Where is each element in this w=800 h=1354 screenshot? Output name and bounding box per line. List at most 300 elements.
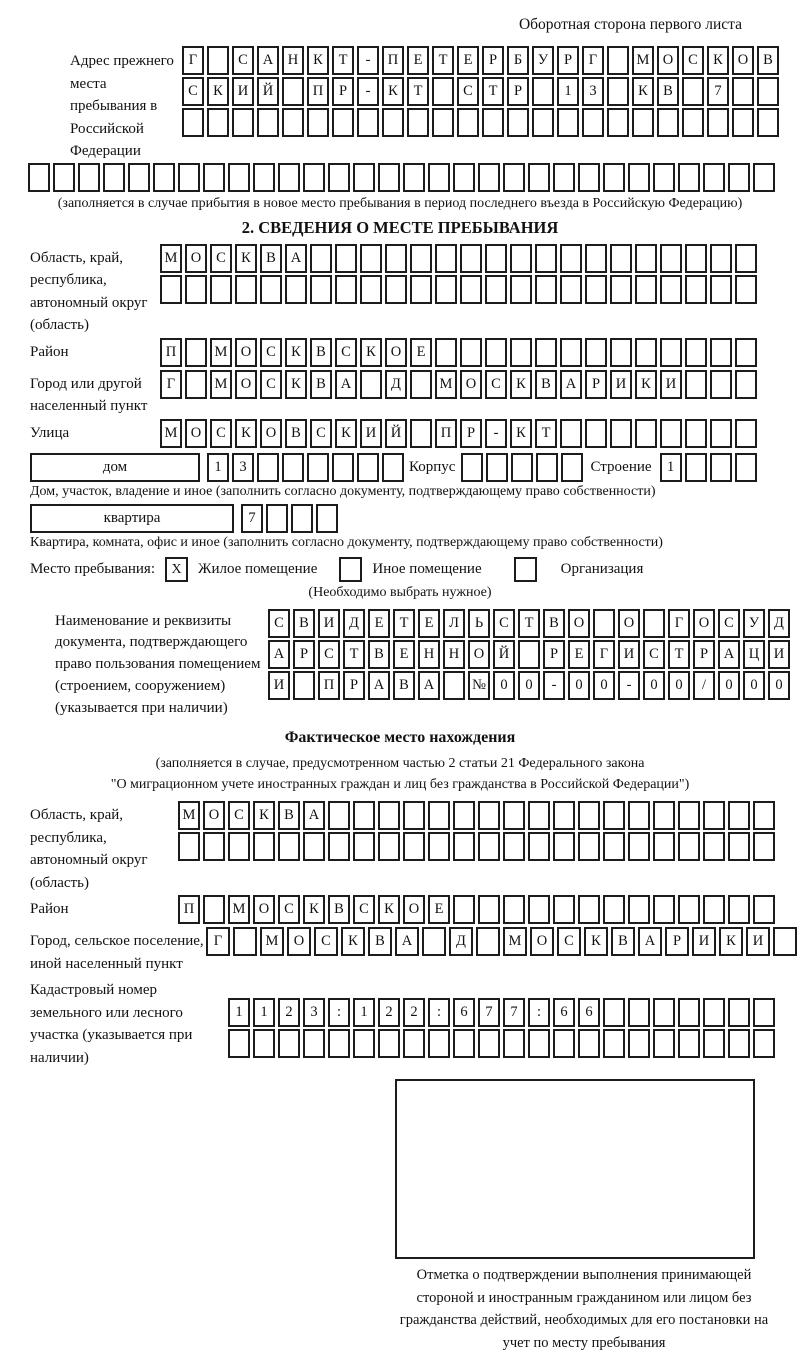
char-cell[interactable] xyxy=(453,801,475,830)
char-cell[interactable] xyxy=(653,998,675,1027)
char-cell[interactable] xyxy=(360,275,382,304)
char-cell[interactable]: Т xyxy=(668,640,690,669)
char-cell[interactable]: П xyxy=(382,46,404,75)
char-cell[interactable]: К xyxy=(207,77,229,106)
char-cell[interactable]: В xyxy=(393,671,415,700)
char-cell[interactable]: О xyxy=(287,927,311,956)
char-cell[interactable]: В xyxy=(310,338,332,367)
char-cell[interactable] xyxy=(353,1029,375,1058)
char-cell[interactable]: В xyxy=(535,370,557,399)
char-cell[interactable] xyxy=(628,832,650,861)
char-cell[interactable]: С xyxy=(493,609,515,638)
char-cell[interactable] xyxy=(503,163,525,192)
char-cell[interactable] xyxy=(328,163,350,192)
char-cell[interactable] xyxy=(328,1029,350,1058)
char-cell[interactable] xyxy=(757,77,779,106)
char-cell[interactable]: А xyxy=(303,801,325,830)
char-cell[interactable] xyxy=(753,1029,775,1058)
char-cell[interactable] xyxy=(753,801,775,830)
char-cell[interactable] xyxy=(453,163,475,192)
char-cell[interactable]: Р xyxy=(693,640,715,669)
char-cell[interactable] xyxy=(335,275,357,304)
char-cell[interactable]: К xyxy=(235,244,257,273)
char-cell[interactable]: Т xyxy=(482,77,504,106)
char-cell[interactable] xyxy=(660,338,682,367)
char-cell[interactable] xyxy=(635,419,657,448)
char-cell[interactable] xyxy=(160,275,182,304)
char-cell[interactable] xyxy=(528,163,550,192)
char-cell[interactable]: Д xyxy=(449,927,473,956)
char-cell[interactable]: Т xyxy=(393,609,415,638)
char-cell[interactable]: М xyxy=(210,370,232,399)
char-cell[interactable] xyxy=(303,163,325,192)
char-cell[interactable]: К xyxy=(303,895,325,924)
char-cell[interactable]: 1 xyxy=(557,77,579,106)
char-cell[interactable] xyxy=(753,163,775,192)
char-cell[interactable]: Г xyxy=(182,46,204,75)
char-cell[interactable]: С xyxy=(318,640,340,669)
char-cell[interactable] xyxy=(678,998,700,1027)
char-cell[interactable]: В xyxy=(611,927,635,956)
char-cell[interactable]: 0 xyxy=(643,671,665,700)
char-cell[interactable]: Е xyxy=(457,46,479,75)
char-cell[interactable]: К xyxy=(632,77,654,106)
char-cell[interactable] xyxy=(632,108,654,137)
char-cell[interactable]: Р xyxy=(557,46,579,75)
char-cell[interactable]: 0 xyxy=(718,671,740,700)
char-cell[interactable] xyxy=(478,1029,500,1058)
char-cell[interactable]: 0 xyxy=(668,671,690,700)
char-cell[interactable]: А xyxy=(718,640,740,669)
char-cell[interactable] xyxy=(653,1029,675,1058)
char-cell[interactable] xyxy=(510,275,532,304)
char-cell[interactable] xyxy=(578,163,600,192)
char-cell[interactable] xyxy=(685,419,707,448)
char-cell[interactable] xyxy=(635,244,657,273)
char-cell[interactable] xyxy=(185,275,207,304)
char-cell[interactable] xyxy=(553,895,575,924)
char-cell[interactable]: А xyxy=(285,244,307,273)
char-cell[interactable]: - xyxy=(543,671,565,700)
char-cell[interactable]: 6 xyxy=(578,998,600,1027)
char-cell[interactable] xyxy=(535,338,557,367)
char-cell[interactable]: В xyxy=(657,77,679,106)
char-cell[interactable]: 1 xyxy=(207,453,229,482)
char-cell[interactable] xyxy=(503,832,525,861)
char-cell[interactable] xyxy=(528,801,550,830)
char-cell[interactable] xyxy=(707,108,729,137)
char-cell[interactable]: Г xyxy=(160,370,182,399)
char-cell[interactable] xyxy=(485,275,507,304)
char-cell[interactable]: П xyxy=(435,419,457,448)
char-cell[interactable]: А xyxy=(638,927,662,956)
char-cell[interactable]: Й xyxy=(385,419,407,448)
char-cell[interactable]: С xyxy=(718,609,740,638)
char-cell[interactable] xyxy=(610,275,632,304)
char-cell[interactable] xyxy=(553,801,575,830)
char-cell[interactable]: Е xyxy=(368,609,390,638)
char-cell[interactable]: А xyxy=(560,370,582,399)
char-cell[interactable] xyxy=(385,244,407,273)
char-cell[interactable] xyxy=(185,338,207,367)
char-cell[interactable]: С xyxy=(210,244,232,273)
char-cell[interactable] xyxy=(703,801,725,830)
char-cell[interactable]: И xyxy=(692,927,716,956)
char-cell[interactable] xyxy=(153,163,175,192)
residential-checkbox[interactable]: X xyxy=(165,557,188,582)
char-cell[interactable]: 1 xyxy=(353,998,375,1027)
char-cell[interactable]: К xyxy=(285,370,307,399)
char-cell[interactable] xyxy=(285,275,307,304)
char-cell[interactable] xyxy=(410,419,432,448)
char-cell[interactable]: И xyxy=(232,77,254,106)
char-cell[interactable]: С xyxy=(210,419,232,448)
char-cell[interactable]: Б xyxy=(507,46,529,75)
char-cell[interactable] xyxy=(353,832,375,861)
char-cell[interactable] xyxy=(593,609,615,638)
char-cell[interactable]: / xyxy=(693,671,715,700)
char-cell[interactable] xyxy=(353,163,375,192)
char-cell[interactable]: Р xyxy=(507,77,529,106)
char-cell[interactable]: В xyxy=(368,640,390,669)
char-cell[interactable]: С xyxy=(260,370,282,399)
char-cell[interactable] xyxy=(582,108,604,137)
char-cell[interactable] xyxy=(257,108,279,137)
char-cell[interactable] xyxy=(678,163,700,192)
char-cell[interactable] xyxy=(585,275,607,304)
char-cell[interactable] xyxy=(757,108,779,137)
char-cell[interactable] xyxy=(353,801,375,830)
char-cell[interactable]: Е xyxy=(428,895,450,924)
char-cell[interactable]: 0 xyxy=(768,671,790,700)
char-cell[interactable] xyxy=(407,108,429,137)
char-cell[interactable] xyxy=(710,275,732,304)
char-cell[interactable]: И xyxy=(610,370,632,399)
char-cell[interactable]: К xyxy=(235,419,257,448)
char-cell[interactable] xyxy=(410,244,432,273)
char-cell[interactable] xyxy=(207,108,229,137)
char-cell[interactable] xyxy=(735,275,757,304)
char-cell[interactable] xyxy=(403,1029,425,1058)
char-cell[interactable] xyxy=(660,419,682,448)
char-cell[interactable]: 2 xyxy=(278,998,300,1027)
char-cell[interactable]: О xyxy=(530,927,554,956)
char-cell[interactable]: 1 xyxy=(228,998,250,1027)
char-cell[interactable] xyxy=(635,275,657,304)
char-cell[interactable]: Е xyxy=(393,640,415,669)
char-cell[interactable] xyxy=(278,1029,300,1058)
char-cell[interactable]: В xyxy=(293,609,315,638)
char-cell[interactable]: И xyxy=(746,927,770,956)
char-cell[interactable] xyxy=(603,163,625,192)
char-cell[interactable]: 0 xyxy=(743,671,765,700)
char-cell[interactable] xyxy=(578,1029,600,1058)
char-cell[interactable]: К xyxy=(285,338,307,367)
char-cell[interactable]: Р xyxy=(543,640,565,669)
char-cell[interactable] xyxy=(435,275,457,304)
char-cell[interactable] xyxy=(578,832,600,861)
char-cell[interactable] xyxy=(685,453,707,482)
char-cell[interactable]: С xyxy=(557,927,581,956)
char-cell[interactable] xyxy=(610,244,632,273)
char-cell[interactable]: К xyxy=(378,895,400,924)
char-cell[interactable] xyxy=(478,163,500,192)
char-cell[interactable] xyxy=(703,998,725,1027)
char-cell[interactable] xyxy=(203,163,225,192)
char-cell[interactable] xyxy=(685,275,707,304)
char-cell[interactable] xyxy=(485,338,507,367)
char-cell[interactable]: О xyxy=(468,640,490,669)
char-cell[interactable] xyxy=(536,453,558,482)
char-cell[interactable]: С xyxy=(268,609,290,638)
char-cell[interactable] xyxy=(435,244,457,273)
char-cell[interactable] xyxy=(428,832,450,861)
char-cell[interactable] xyxy=(607,46,629,75)
char-cell[interactable] xyxy=(453,832,475,861)
char-cell[interactable] xyxy=(710,338,732,367)
char-cell[interactable] xyxy=(728,998,750,1027)
char-cell[interactable] xyxy=(728,163,750,192)
char-cell[interactable] xyxy=(278,832,300,861)
char-cell[interactable]: Н xyxy=(418,640,440,669)
char-cell[interactable]: К xyxy=(360,338,382,367)
char-cell[interactable]: Г xyxy=(206,927,230,956)
char-cell[interactable]: 7 xyxy=(478,998,500,1027)
char-cell[interactable]: У xyxy=(532,46,554,75)
char-cell[interactable]: О xyxy=(460,370,482,399)
char-cell[interactable]: Л xyxy=(443,609,465,638)
char-cell[interactable] xyxy=(228,832,250,861)
char-cell[interactable] xyxy=(735,338,757,367)
char-cell[interactable]: Е xyxy=(407,46,429,75)
char-cell[interactable]: Г xyxy=(593,640,615,669)
char-cell[interactable] xyxy=(578,801,600,830)
char-cell[interactable] xyxy=(461,453,483,482)
char-cell[interactable] xyxy=(278,163,300,192)
char-cell[interactable] xyxy=(432,77,454,106)
char-cell[interactable] xyxy=(253,1029,275,1058)
char-cell[interactable] xyxy=(253,832,275,861)
char-cell[interactable]: 1 xyxy=(660,453,682,482)
char-cell[interactable]: И xyxy=(618,640,640,669)
char-cell[interactable]: О xyxy=(385,338,407,367)
char-cell[interactable]: П xyxy=(178,895,200,924)
char-cell[interactable] xyxy=(503,801,525,830)
char-cell[interactable]: М xyxy=(228,895,250,924)
char-cell[interactable] xyxy=(560,419,582,448)
char-cell[interactable] xyxy=(703,1029,725,1058)
char-cell[interactable] xyxy=(678,1029,700,1058)
char-cell[interactable]: О xyxy=(203,801,225,830)
char-cell[interactable]: Д xyxy=(768,609,790,638)
char-cell[interactable]: : xyxy=(428,998,450,1027)
char-cell[interactable] xyxy=(435,338,457,367)
char-cell[interactable]: С xyxy=(353,895,375,924)
char-cell[interactable]: В xyxy=(328,895,350,924)
char-cell[interactable] xyxy=(303,1029,325,1058)
char-cell[interactable]: В xyxy=(285,419,307,448)
char-cell[interactable] xyxy=(735,244,757,273)
char-cell[interactable] xyxy=(510,338,532,367)
char-cell[interactable]: - xyxy=(618,671,640,700)
char-cell[interactable] xyxy=(53,163,75,192)
char-cell[interactable]: Р xyxy=(585,370,607,399)
char-cell[interactable] xyxy=(585,338,607,367)
char-cell[interactable]: Т xyxy=(432,46,454,75)
char-cell[interactable] xyxy=(428,1029,450,1058)
char-cell[interactable] xyxy=(735,419,757,448)
char-cell[interactable] xyxy=(732,77,754,106)
char-cell[interactable] xyxy=(257,453,279,482)
char-cell[interactable]: В xyxy=(757,46,779,75)
char-cell[interactable] xyxy=(182,108,204,137)
char-cell[interactable] xyxy=(610,419,632,448)
char-cell[interactable] xyxy=(432,108,454,137)
char-cell[interactable]: К xyxy=(253,801,275,830)
char-cell[interactable] xyxy=(703,895,725,924)
char-cell[interactable] xyxy=(382,108,404,137)
char-cell[interactable] xyxy=(628,801,650,830)
char-cell[interactable]: О xyxy=(657,46,679,75)
char-cell[interactable] xyxy=(560,244,582,273)
char-cell[interactable] xyxy=(535,275,557,304)
char-cell[interactable] xyxy=(203,832,225,861)
char-cell[interactable] xyxy=(518,640,540,669)
char-cell[interactable] xyxy=(532,77,554,106)
char-cell[interactable] xyxy=(628,998,650,1027)
char-cell[interactable]: К xyxy=(707,46,729,75)
char-cell[interactable] xyxy=(728,801,750,830)
char-cell[interactable]: 0 xyxy=(593,671,615,700)
char-cell[interactable]: О xyxy=(260,419,282,448)
char-cell[interactable] xyxy=(457,108,479,137)
char-cell[interactable]: Р xyxy=(482,46,504,75)
char-cell[interactable] xyxy=(728,1029,750,1058)
char-cell[interactable] xyxy=(610,338,632,367)
char-cell[interactable] xyxy=(28,163,50,192)
char-cell[interactable] xyxy=(532,108,554,137)
char-cell[interactable] xyxy=(332,108,354,137)
char-cell[interactable] xyxy=(603,998,625,1027)
char-cell[interactable]: : xyxy=(528,998,550,1027)
char-cell[interactable]: С xyxy=(457,77,479,106)
char-cell[interactable] xyxy=(585,244,607,273)
char-cell[interactable] xyxy=(128,163,150,192)
char-cell[interactable] xyxy=(678,832,700,861)
char-cell[interactable] xyxy=(735,453,757,482)
char-cell[interactable] xyxy=(773,927,797,956)
char-cell[interactable] xyxy=(460,275,482,304)
char-cell[interactable]: О xyxy=(618,609,640,638)
char-cell[interactable] xyxy=(303,832,325,861)
char-cell[interactable]: К xyxy=(307,46,329,75)
char-cell[interactable] xyxy=(603,801,625,830)
char-cell[interactable] xyxy=(628,163,650,192)
char-cell[interactable] xyxy=(460,244,482,273)
char-cell[interactable]: Ь xyxy=(468,609,490,638)
char-cell[interactable] xyxy=(557,108,579,137)
char-cell[interactable]: 6 xyxy=(453,998,475,1027)
char-cell[interactable]: О xyxy=(253,895,275,924)
char-cell[interactable] xyxy=(385,275,407,304)
char-cell[interactable] xyxy=(310,275,332,304)
char-cell[interactable] xyxy=(332,453,354,482)
char-cell[interactable] xyxy=(185,370,207,399)
char-cell[interactable]: У xyxy=(743,609,765,638)
char-cell[interactable]: О xyxy=(235,338,257,367)
char-cell[interactable] xyxy=(260,275,282,304)
char-cell[interactable]: Р xyxy=(332,77,354,106)
char-cell[interactable]: М xyxy=(210,338,232,367)
char-cell[interactable] xyxy=(528,1029,550,1058)
char-cell[interactable] xyxy=(560,338,582,367)
char-cell[interactable] xyxy=(635,338,657,367)
char-cell[interactable] xyxy=(753,895,775,924)
char-cell[interactable] xyxy=(703,163,725,192)
char-cell[interactable] xyxy=(710,244,732,273)
char-cell[interactable] xyxy=(660,275,682,304)
char-cell[interactable] xyxy=(503,1029,525,1058)
char-cell[interactable]: Й xyxy=(257,77,279,106)
char-cell[interactable]: С xyxy=(278,895,300,924)
char-cell[interactable]: П xyxy=(318,671,340,700)
char-cell[interactable] xyxy=(253,163,275,192)
char-cell[interactable] xyxy=(403,801,425,830)
char-cell[interactable]: 7 xyxy=(241,504,263,533)
char-cell[interactable]: Д xyxy=(385,370,407,399)
char-cell[interactable]: Е xyxy=(410,338,432,367)
char-cell[interactable] xyxy=(378,832,400,861)
char-cell[interactable]: С xyxy=(314,927,338,956)
char-cell[interactable] xyxy=(510,244,532,273)
char-cell[interactable] xyxy=(228,163,250,192)
char-cell[interactable] xyxy=(266,504,288,533)
char-cell[interactable]: М xyxy=(435,370,457,399)
char-cell[interactable] xyxy=(378,1029,400,1058)
char-cell[interactable] xyxy=(685,338,707,367)
char-cell[interactable]: О xyxy=(185,244,207,273)
char-cell[interactable]: С xyxy=(335,338,357,367)
char-cell[interactable] xyxy=(528,832,550,861)
char-cell[interactable]: П xyxy=(307,77,329,106)
char-cell[interactable] xyxy=(685,370,707,399)
char-cell[interactable]: О xyxy=(732,46,754,75)
char-cell[interactable]: - xyxy=(357,46,379,75)
char-cell[interactable]: И xyxy=(318,609,340,638)
char-cell[interactable] xyxy=(643,609,665,638)
char-cell[interactable] xyxy=(710,419,732,448)
char-cell[interactable] xyxy=(735,370,757,399)
apartment-box[interactable]: квартира xyxy=(30,504,234,533)
char-cell[interactable] xyxy=(682,77,704,106)
char-cell[interactable]: К xyxy=(341,927,365,956)
char-cell[interactable] xyxy=(307,108,329,137)
char-cell[interactable]: Н xyxy=(282,46,304,75)
char-cell[interactable] xyxy=(553,1029,575,1058)
char-cell[interactable] xyxy=(628,1029,650,1058)
char-cell[interactable]: Г xyxy=(582,46,604,75)
char-cell[interactable] xyxy=(328,801,350,830)
char-cell[interactable] xyxy=(357,108,379,137)
char-cell[interactable]: 1 xyxy=(253,998,275,1027)
char-cell[interactable] xyxy=(653,832,675,861)
char-cell[interactable]: О xyxy=(403,895,425,924)
char-cell[interactable]: С xyxy=(260,338,282,367)
char-cell[interactable]: А xyxy=(395,927,419,956)
char-cell[interactable]: : xyxy=(328,998,350,1027)
char-cell[interactable] xyxy=(553,832,575,861)
char-cell[interactable]: П xyxy=(160,338,182,367)
